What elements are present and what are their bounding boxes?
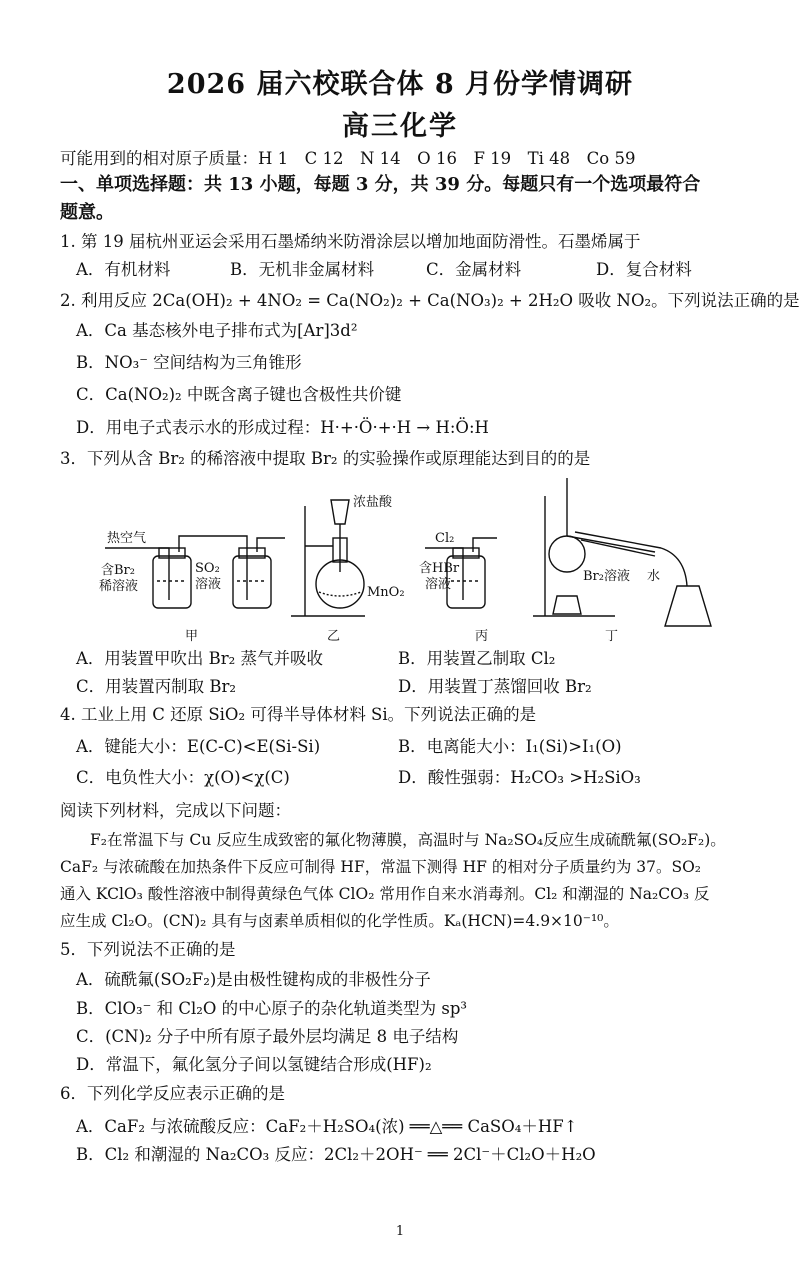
- q1-option-a[interactable]: A．有机材料: [76, 260, 171, 279]
- label-cl2: Cl₂: [435, 531, 455, 546]
- label-hot-air: 热空气: [107, 531, 147, 546]
- label-br2-2: 稀溶液: [99, 579, 139, 594]
- apparatus-yi: [291, 500, 365, 616]
- page-number: 1: [395, 1224, 405, 1239]
- reading-line-3: 通入 KClO₃ 酸性溶液中制得黄绿色气体 ClO₂ 常用作自来水消毒剂。Cl₂ 和潮湿的 Na₂CO₃ 反: [60, 885, 710, 903]
- reading-line-4: 应生成 Cl₂O。(CN)₂ 具有与卤素单质相似的化学性质。Kₐ(HCN)=4.9×10⁻¹⁰。: [60, 912, 619, 930]
- label-hbr-2: 溶液: [425, 577, 452, 592]
- q2-option-b[interactable]: B．NO₃⁻ 空间结构为三角锥形: [76, 353, 302, 372]
- q3-option-c[interactable]: C．用装置丙制取 Br₂: [76, 677, 236, 696]
- exam-subtitle: 高三化学: [342, 111, 458, 142]
- label-bing: 丙: [475, 629, 489, 644]
- q4-option-d[interactable]: D．酸性强弱：H₂CO₃ >H₂SiO₃: [398, 768, 641, 787]
- q6-option-b[interactable]: B．Cl₂ 和潮湿的 Na₂CO₃ 反应：2Cl₂＋2OH⁻ ══ 2Cl⁻＋Cl₂O＋H₂O: [76, 1145, 596, 1164]
- label-hbr-1: 含HBr: [419, 561, 460, 576]
- q3-option-a[interactable]: A．用装置甲吹出 Br₂ 蒸气并吸收: [76, 649, 324, 668]
- q3-option-b[interactable]: B．用装置乙制取 Cl₂: [398, 649, 556, 668]
- apparatus-figure: [95, 476, 715, 646]
- q6-stem: 6．下列化学反应表示正确的是: [60, 1084, 285, 1103]
- label-mno2: MnO₂: [367, 585, 405, 600]
- q1-stem: 1. 第 19 届杭州亚运会采用石墨烯纳米防滑涂层以增加地面防滑性。石墨烯属于: [60, 232, 641, 251]
- q5-option-a[interactable]: A．硫酰氟(SO₂F₂)是由极性键构成的非极性分子: [76, 970, 431, 989]
- q3-stem: 3．下列从含 Br₂ 的稀溶液中提取 Br₂ 的实验操作或原理能达到目的的是: [60, 449, 591, 468]
- q6-option-a[interactable]: A．CaF₂ 与浓硫酸反应：CaF₂＋H₂SO₄(浓) ══△══ CaSO₄＋HF↑: [76, 1117, 578, 1136]
- q4-stem: 4. 工业上用 C 还原 SiO₂ 可得半导体材料 Si。下列说法正确的是: [60, 705, 537, 724]
- q1-option-c[interactable]: C．金属材料: [426, 260, 522, 279]
- section1-heading-cont: 题意。: [60, 202, 114, 223]
- q1-option-d[interactable]: D．复合材料: [596, 260, 692, 279]
- q5-stem: 5．下列说法不正确的是: [60, 940, 236, 959]
- q4-option-a[interactable]: A．键能大小：E(C-C)<E(Si-Si): [76, 737, 321, 756]
- label-jia: 甲: [185, 629, 199, 644]
- label-so2-2: 溶液: [195, 577, 222, 592]
- q4-option-b[interactable]: B．电离能大小：I₁(Si)>I₁(O): [398, 737, 622, 756]
- label-br2-solution: Br₂溶液: [583, 569, 630, 584]
- reading-line-1: F₂在常温下与 Cu 反应生成致密的氟化物薄膜，高温时与 Na₂SO₄反应生成硫酰氟(SO₂F₂)。: [90, 831, 726, 849]
- section1-heading: 一、单项选择题：共 13 小题，每题 3 分，共 39 分。每题只有一个选项最符合: [60, 174, 701, 195]
- label-yi: 乙: [327, 629, 341, 644]
- q5-option-c[interactable]: C．(CN)₂ 分子中所有原子最外层均满足 8 电子结构: [76, 1027, 459, 1046]
- q5-option-d[interactable]: D．常温下，氟化氢分子间以氢键结合形成(HF)₂: [76, 1055, 432, 1074]
- q2-option-a[interactable]: A．Ca 基态核外电子排布式为[Ar]3d²: [76, 321, 358, 340]
- label-br2-1: 含Br₂: [101, 563, 135, 578]
- label-conc-hcl: 浓盐酸: [353, 495, 393, 510]
- atomic-masses: 可能用到的相对原子质量：H 1 C 12 N 14 O 16 F 19 Ti 48 Co 59: [60, 149, 636, 168]
- label-so2-1: SO₂: [195, 561, 220, 576]
- reading-line-2: CaF₂ 与浓硫酸在加热条件下反应可制得 HF，常温下测得 HF 的相对分子质量约为 37。SO₂: [60, 858, 702, 876]
- q1-option-b[interactable]: B．无机非金属材料: [230, 260, 375, 279]
- q3-option-d[interactable]: D．用装置丁蒸馏回收 Br₂: [398, 677, 592, 696]
- label-water: 水: [647, 569, 661, 584]
- label-ding: 丁: [605, 629, 619, 644]
- q2-option-d[interactable]: D．用电子式表示水的形成过程：H·+·Ö·+·H → H:Ö:H: [76, 418, 489, 437]
- q4-option-c[interactable]: C．电负性大小：χ(O)<χ(C): [76, 768, 290, 787]
- q2-option-c[interactable]: C．Ca(NO₂)₂ 中既含离子键也含极性共价键: [76, 385, 402, 404]
- reading-intro: 阅读下列材料，完成以下问题：: [60, 801, 291, 820]
- apparatus-ding: [533, 478, 711, 626]
- exam-title: 2026 届六校联合体 8 月份学情调研: [166, 69, 634, 100]
- q2-stem: 2. 利用反应 2Ca(OH)₂ + 4NO₂ = Ca(NO₂)₂ + Ca(NO₃)₂ + 2H₂O 吸收 NO₂。下列说法正确的是: [60, 291, 800, 310]
- q5-option-b[interactable]: B．ClO₃⁻ 和 Cl₂O 的中心原子的杂化轨道类型为 sp³: [76, 999, 468, 1018]
